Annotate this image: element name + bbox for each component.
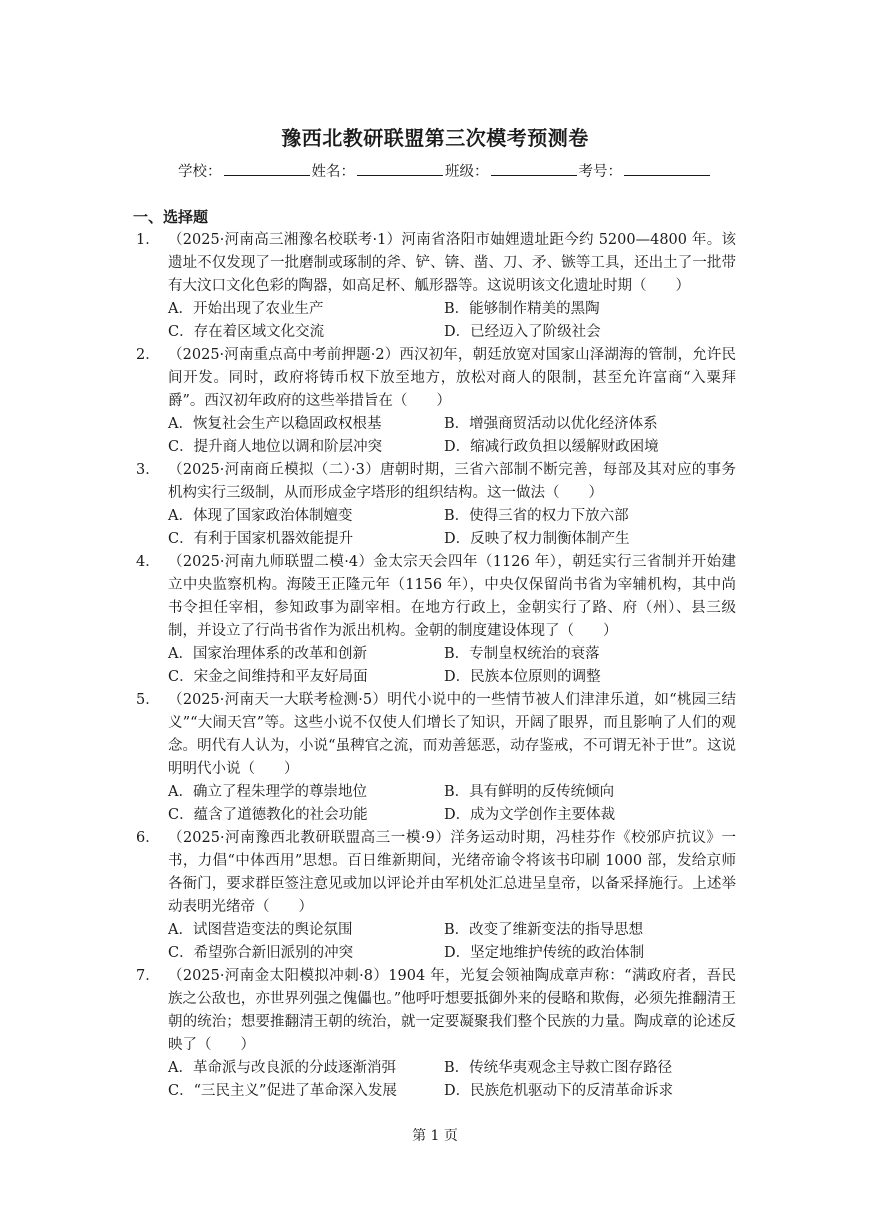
option-a: A．国家治理体系的改革和创新 — [168, 646, 367, 662]
question-list — [136, 229, 736, 1103]
question-stem — [136, 344, 736, 413]
question-1 — [136, 229, 736, 344]
class-label: 班级： — [445, 164, 489, 180]
question-number: 7． — [136, 968, 160, 984]
option-d: D．成为文学创作主要体裁 — [444, 807, 616, 823]
option-d: D．坚定地维护传统的政治体制 — [444, 945, 645, 961]
options-grid — [136, 919, 736, 965]
question-text: （2025·河南重点高中考前押题·2）西汉初年，朝廷放宽对国家山泽湖海的管制，允许民间开发。同时，政府将铸币权下放至地方，放松对商人的限制，甚至允许富商“入粟拜爵”。西汉初年政府的这些举措旨在（ ） — [168, 347, 736, 409]
page-number: 第 1 页 — [412, 1128, 458, 1144]
option-b: B．传统华夷观念主导救亡图存路径 — [444, 1060, 673, 1076]
option-b: B．改变了维新变法的指导思想 — [444, 922, 644, 938]
option-d: D．民族本位原则的调整 — [444, 669, 601, 685]
question-number: 3． — [136, 462, 160, 478]
option-b: B．专制皇权统治的衰落 — [444, 646, 600, 662]
question-4 — [136, 551, 736, 689]
question-2 — [136, 344, 736, 459]
student-info-line — [178, 160, 712, 181]
question-stem — [136, 551, 736, 643]
options-grid — [136, 643, 736, 689]
exam-number-label: 考号： — [578, 164, 622, 180]
exam-title: 豫西北教研联盟第三次模考预测卷 — [281, 126, 589, 150]
school-blank[interactable] — [224, 163, 310, 176]
question-3 — [136, 459, 736, 551]
option-a: A．恢复社会生产以稳固政权根基 — [168, 416, 382, 432]
exam-number-blank[interactable] — [624, 163, 710, 176]
options-grid — [136, 413, 736, 459]
question-text: （2025·河南商丘模拟（二）·3）唐朝时期，三省六部制不断完善，每部及其对应的事务机构实行三级制，从而形成金字塔形的组织结构。这一做法（ ） — [168, 462, 736, 501]
question-text: （2025·河南天一大联考检测·5）明代小说中的一些情节被人们津津乐道，如“桃园三结义”“大闹天宫”等。这些小说不仅使人们增长了知识，开阔了眼界，而且影响了人们的观念。明代有人认为，小说“虽稗官之流，而劝善惩恶，动存鉴戒，不可谓无补于世”。这说明明代小说（ ） — [168, 692, 736, 777]
name-blank[interactable] — [357, 163, 443, 176]
option-c: C．蕴含了道德教化的社会功能 — [168, 807, 368, 823]
option-c: C．存在着区域文化交流 — [168, 324, 325, 340]
question-text: （2025·河南金太阳模拟冲刺·8）1904 年，光复会领袖陶成章声称：“满政府者，吾民族之公敌也，亦世界列强之傀儡也。”他呼吁想要抵御外来的侵略和欺侮，必须先推翻清王朝的统治；想要推翻清王朝的统治，就一定要凝聚我们整个民族的力量。陶成章的论述反映了（ ） — [168, 968, 736, 1053]
option-d: D．民族危机驱动下的反清革命诉求 — [444, 1083, 674, 1099]
option-d: D．缩减行政负担以缓解财政困境 — [444, 439, 659, 455]
question-number: 6． — [136, 830, 160, 846]
school-label: 学校： — [178, 164, 222, 180]
question-stem — [136, 229, 736, 298]
option-a: A．开始出现了农业生产 — [168, 301, 324, 317]
option-b: B．增强商贸活动以优化经济体系 — [444, 416, 658, 432]
option-a: A．革命派与改良派的分歧逐渐消弭 — [168, 1060, 396, 1076]
question-number: 4． — [136, 554, 160, 570]
option-c: C．宋金之间维持和平友好局面 — [168, 669, 368, 685]
question-7 — [136, 965, 736, 1103]
name-label: 姓名： — [311, 164, 355, 180]
options-grid — [136, 298, 736, 344]
question-text: （2025·河南高三湘豫名校联考·1）河南省洛阳市妯娌遗址距今约 5200—4800 年。该遗址不仅发现了一批磨制或琢制的斧、铲、锛、凿、刀、矛、镞等工具，还出土了一批带有大汶口文化色彩的陶器，如高足杯、觚形器等。这说明该文化遗址时期（ ） — [168, 232, 736, 294]
question-number: 2． — [136, 347, 160, 363]
option-c: C．“三民主义”促进了革命深入发展 — [168, 1083, 397, 1099]
option-b: B．能够制作精美的黑陶 — [444, 301, 600, 317]
options-grid — [136, 781, 736, 827]
question-text: （2025·河南九师联盟二模·4）金太宗天会四年（1126 年），朝廷实行三省制并开始建立中央监察机构。海陵王正隆元年（1156 年），中央仅保留尚书省为宰辅机构，其中尚书令担任宰相，参知政事为副宰相。在地方行政上，金朝实行了路、府（州）、县三级制，并设立了行尚书省作为派出机构。金朝的制度建设体现了（ ） — [168, 554, 736, 639]
option-a: A．体现了国家政治体制嬗变 — [168, 508, 353, 524]
class-blank[interactable] — [491, 163, 577, 176]
question-stem — [136, 689, 736, 781]
question-stem — [136, 965, 736, 1057]
option-a: A．确立了程朱理学的尊崇地位 — [168, 784, 367, 800]
option-c: C．提升商人地位以调和阶层冲突 — [168, 439, 383, 455]
question-stem — [136, 459, 736, 505]
question-6 — [136, 827, 736, 965]
options-grid — [136, 505, 736, 551]
option-d: D．反映了权力制衡体制产生 — [444, 531, 630, 547]
option-a: A．试图营造变法的舆论氛围 — [168, 922, 353, 938]
section-heading: 一、选择题 — [133, 208, 209, 226]
question-number: 1． — [136, 232, 160, 248]
question-number: 5． — [136, 692, 160, 708]
question-5 — [136, 689, 736, 827]
option-b: B．具有鲜明的反传统倾向 — [444, 784, 615, 800]
question-text: （2025·河南豫西北教研联盟高三一模·9）洋务运动时期，冯桂芬作《校邠庐抗议》一书，力倡“中体西用”思想。百日维新期间，光绪帝谕令将该书印刷 1000 部，发给京师各衙门，要求群臣签注意见或加以评论并由军机处汇总进呈皇帝，以备采择施行。上述举动表明光绪帝（ ） — [168, 830, 736, 915]
option-c: C．有利于国家机器效能提升 — [168, 531, 354, 547]
option-d: D．已经迈入了阶级社会 — [444, 324, 601, 340]
options-grid — [136, 1057, 736, 1103]
option-c: C．希望弥合新旧派别的冲突 — [168, 945, 354, 961]
option-b: B．使得三省的权力下放六部 — [444, 508, 629, 524]
question-stem — [136, 827, 736, 919]
